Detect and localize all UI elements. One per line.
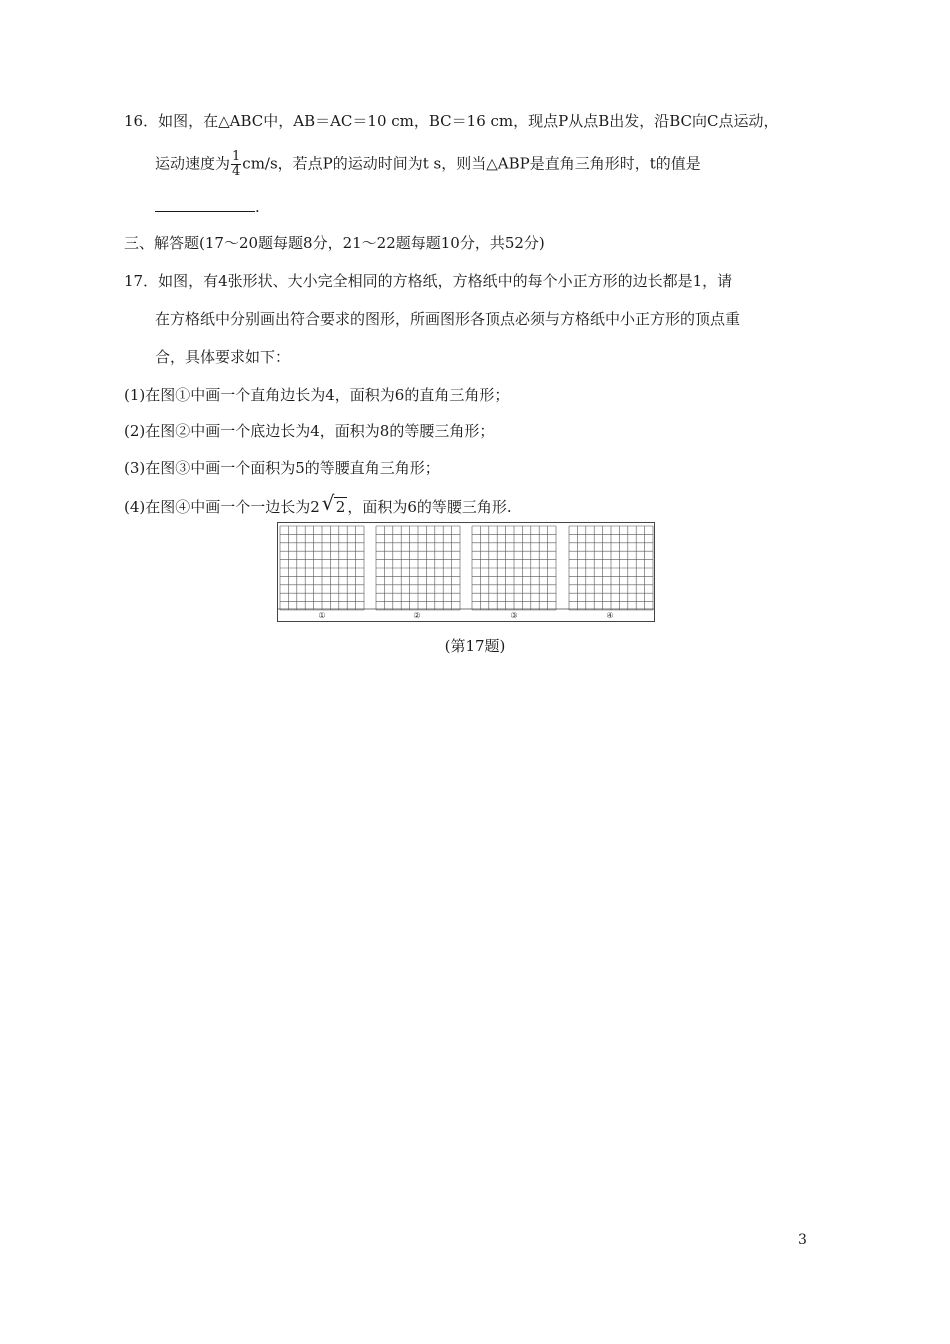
grid-label-3: ③ xyxy=(510,611,518,620)
sqrt-expression xyxy=(321,491,348,518)
figure-caption: (第17题) xyxy=(444,637,506,655)
grid-label-4: ④ xyxy=(606,611,614,620)
q16-line1: 16．如图，在△ABC中，AB＝AC＝10 cm，BC＝16 cm，现点P从点B出发，沿BC向C点运动， xyxy=(124,112,779,130)
q16-line2-pre: 运动速度为 xyxy=(155,154,231,173)
radical-sign-icon: √ xyxy=(321,491,335,515)
fraction-denominator: 4 xyxy=(232,164,241,179)
grid-papers-figure xyxy=(277,522,655,622)
q17-item4-pre: (4)在图④中画一个一边长为2 xyxy=(124,498,320,516)
q16-line2-post: cm/s，若点P的运动时间为t s，则当△ABP是直角三角形时，t的值是 xyxy=(242,154,701,173)
q17-line1: 17．如图，有4张形状、大小完全相同的方格纸，方格纸中的每个小正方形的边长都是1，请 xyxy=(124,272,733,290)
figure-frame xyxy=(278,523,655,622)
section3-heading: 三、解答题(17～20题每题8分，21～22题每题10分，共52分) xyxy=(124,234,545,252)
q17-item2: (2)在图②中画一个底边长为4，面积为8的等腰三角形； xyxy=(124,422,495,440)
fraction-numerator: 1 xyxy=(232,149,241,164)
page-number: 3 xyxy=(798,1232,807,1248)
q16-line2 xyxy=(155,150,701,179)
grid-group xyxy=(277,523,655,622)
q17-item3: (3)在图③中画一个面积为5的等腰直角三角形； xyxy=(124,459,440,477)
q17-item4 xyxy=(124,491,512,518)
grid-labels xyxy=(318,611,613,620)
q17-line3: 合，具体要求如下： xyxy=(155,348,291,366)
speed-fraction xyxy=(231,150,241,179)
grid-label-1: ① xyxy=(318,611,326,620)
sqrt-radicand: 2 xyxy=(335,498,346,516)
q16-line3-end: . xyxy=(255,198,260,216)
q17-item4-post: ，面积为6的等腰三角形. xyxy=(347,498,512,516)
q16-line3 xyxy=(155,196,260,218)
answer-blank xyxy=(155,197,255,212)
q17-line2: 在方格纸中分别画出符合要求的图形，所画图形各顶点必须与方格纸中小正方形的顶点重 xyxy=(155,310,741,328)
grid-label-2: ② xyxy=(413,611,421,620)
q17-item1: (1)在图①中画一个直角边长为4，面积为6的直角三角形； xyxy=(124,386,510,404)
